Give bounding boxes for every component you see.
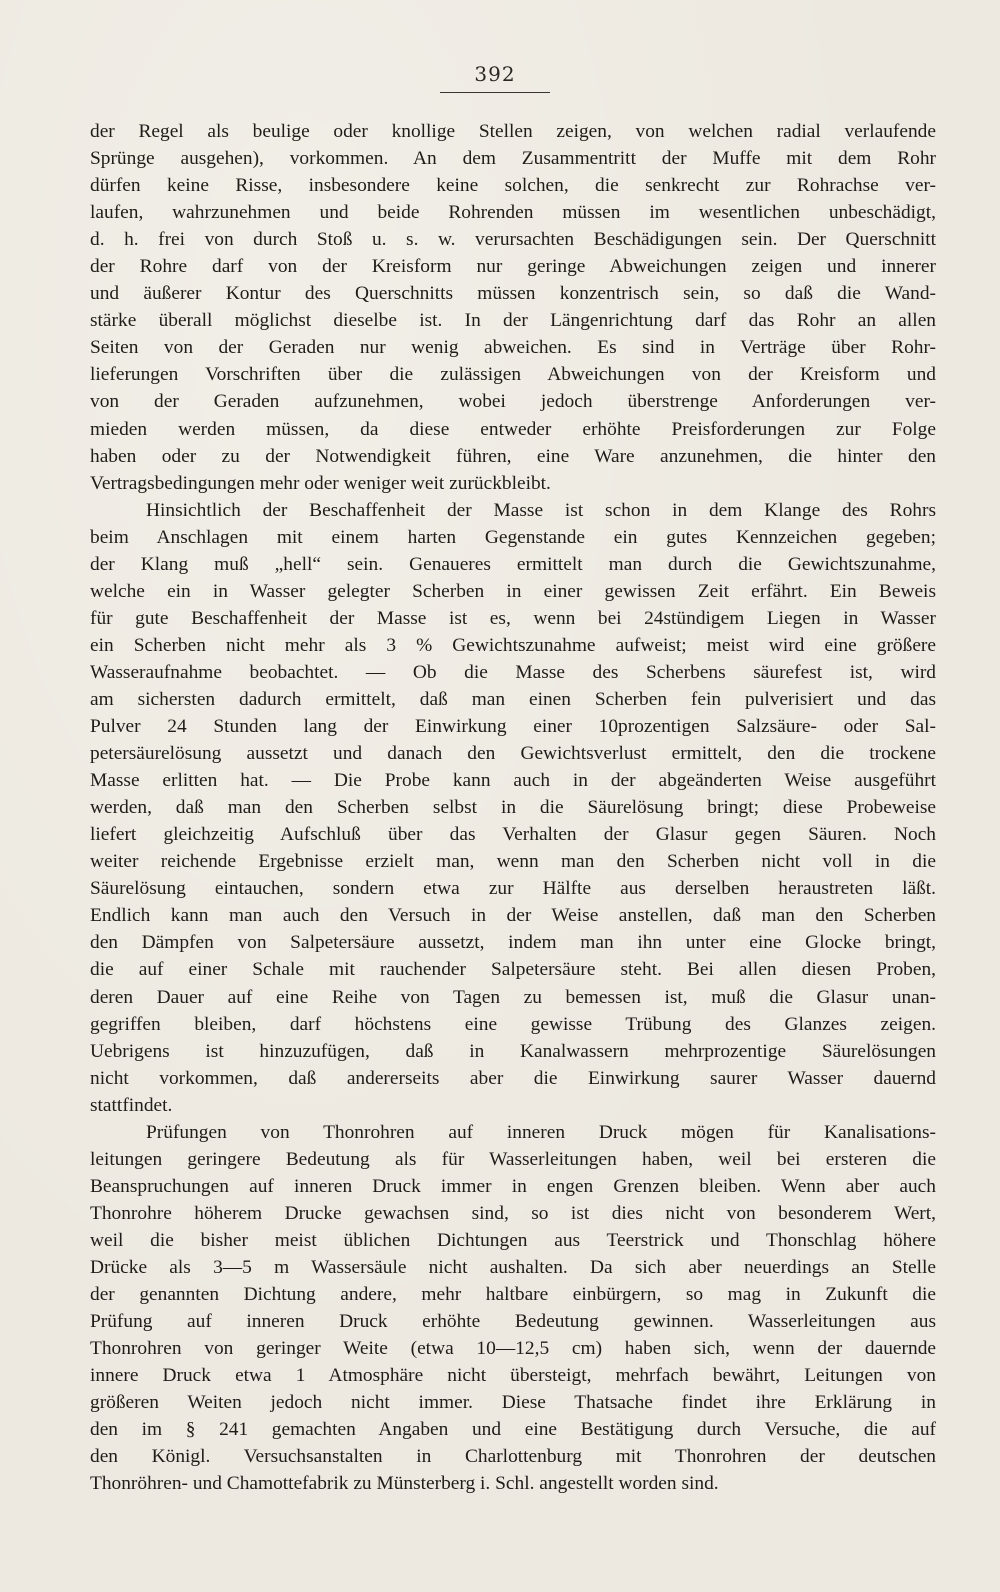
text-line: d. h. frei von durch Stoß u. s. w. verursachten Beschädigungen sein. Der Querschnitt	[90, 229, 936, 251]
paragraph	[90, 118, 936, 497]
text-line: Endlich kann man auch den Versuch in der Weise anstellen, daß man den Scherben	[90, 905, 936, 927]
text-line: petersäurelösung aussetzt und danach den Gewichtsverlust ermittelt, den die trockene	[90, 743, 936, 765]
text-line: Prüfung auf inneren Druck erhöhte Bedeutung gewinnen. Wasserleitungen aus	[90, 1311, 936, 1333]
text-line: der genannten Dichtung andere, mehr haltbare einbürgern, so mag in Zukunft die	[90, 1284, 936, 1306]
text-line: am sichersten dadurch ermittelt, daß man einen Scherben fein pulverisiert und das	[90, 688, 936, 710]
text-line: innere Druck etwa 1 Atmosphäre nicht übersteigt, mehrfach bewährt, Leitungen von	[90, 1365, 936, 1387]
text-line: Sprünge ausgehen), vorkommen. An dem Zusammentritt der Muffe mit dem Rohr	[90, 148, 936, 170]
text-line: größeren Weiten jedoch nicht immer. Diese Thatsache findet ihre Erklärung in	[90, 1392, 936, 1414]
text-line: den Königl. Versuchsanstalten in Charlottenburg mit Thonrohren der deutschen	[90, 1446, 936, 1468]
text-line: Wasseraufnahme beobachtet. — Ob die Masse des Scherbens säurefest ist, wird	[90, 661, 936, 683]
text-line: dürfen keine Risse, insbesondere keine solchen, die senkrecht zur Rohrachse ver-	[90, 175, 936, 197]
text-line: der Klang muß „hell“ sein. Genaueres ermittelt man durch die Gewichtszunahme,	[90, 553, 936, 575]
text-line: Vertragsbedingungen mehr oder weniger weit zurückbleibt.	[90, 472, 551, 494]
text-line: stattfindet.	[90, 1094, 173, 1116]
text-line: Thonrohre höherem Drucke gewachsen sind, so ist dies nicht von besonderem Wert,	[90, 1202, 936, 1224]
text-line: gegriffen bleiben, darf höchstens eine gewisse Trübung des Glanzes zeigen.	[90, 1013, 936, 1035]
paragraph	[90, 1119, 936, 1498]
text-line: leitungen geringere Bedeutung als für Wasserleitungen haben, weil bei ersteren die	[90, 1148, 936, 1170]
text-line: und äußerer Kontur des Querschnitts müssen konzentrisch sein, so daß die Wand-	[90, 283, 936, 305]
paragraph	[90, 497, 936, 1119]
text-line: Säurelösung eintauchen, sondern etwa zur Hälfte aus derselben heraustreten läßt.	[90, 878, 936, 900]
text-line: weiter reichende Ergebnisse erzielt man, wenn man den Scherben nicht voll in die	[90, 851, 936, 873]
text-line: beim Anschlagen mit einem harten Gegenstande ein gutes Kennzeichen gegeben;	[90, 526, 936, 548]
text-line: nicht vorkommen, daß andererseits aber die Einwirkung saurer Wasser dauernd	[90, 1067, 936, 1089]
page-number: 392	[474, 62, 516, 86]
text-line: der Rohre darf von der Kreisform nur geringe Abweichungen zeigen und innerer	[90, 256, 936, 278]
text-line: mieden werden müssen, da diese entweder erhöhte Preisforderungen zur Folge	[90, 418, 936, 440]
text-line: deren Dauer auf eine Reihe von Tagen zu bemessen ist, muß die Glasur unan-	[90, 986, 936, 1008]
text-line: Hinsichtlich der Beschaffenheit der Masse ist schon in dem Klange des Rohrs	[146, 499, 936, 521]
text-line: den Dämpfen von Salpetersäure aussetzt, indem man ihn unter eine Glocke bringt,	[90, 932, 936, 954]
text-line: Pulver 24 Stunden lang der Einwirkung einer 10prozentigen Salzsäure- oder Sal-	[90, 716, 936, 738]
text-line: Seiten von der Geraden nur wenig abweichen. Es sind in Verträge über Rohr-	[90, 337, 936, 359]
text-line: für gute Beschaffenheit der Masse ist es, wenn bei 24stündigem Liegen in Wasser	[90, 607, 936, 629]
page-number-rule	[440, 92, 550, 93]
text-line: Prüfungen von Thonrohren auf inneren Druck mögen für Kanalisations-	[146, 1121, 936, 1143]
text-line: den im § 241 gemachten Angaben und eine Bestätigung durch Versuche, die auf	[90, 1419, 936, 1441]
text-line: der Regel als beulige oder knollige Stellen zeigen, von welchen radial verlaufende	[90, 121, 936, 142]
text-line: Drücke als 3—5 m Wassersäule nicht aushalten. Da sich aber neuerdings an Stelle	[90, 1256, 936, 1278]
text-line: Uebrigens ist hinzuzufügen, daß in Kanalwassern mehrprozentige Säurelösungen	[90, 1040, 936, 1062]
text-line: Thonröhren- und Chamottefabrik zu Münsterberg i. Schl. angestellt worden sind.	[90, 1473, 719, 1495]
text-line: lieferungen Vorschriften über die zulässigen Abweichungen von der Kreisform und	[90, 364, 936, 386]
text-line: werden, daß man den Scherben selbst in die Säurelösung bringt; diese Probeweise	[90, 797, 936, 819]
text-line: liefert gleichzeitig Aufschluß über das Verhalten der Glasur gegen Säuren. Noch	[90, 824, 936, 846]
text-line: welche ein in Wasser gelegter Scherben in einer gewissen Zeit erfährt. Ein Beweis	[90, 580, 936, 602]
text-line: Beanspruchungen auf inneren Druck immer in engen Grenzen bleiben. Wenn aber auch	[90, 1175, 936, 1197]
text-line: stärke überall möglichst dieselbe ist. In der Längenrichtung darf das Rohr an allen	[90, 310, 936, 332]
text-line: Thonrohren von geringer Weite (etwa 10—12,5 cm) haben sich, wenn der dauernde	[90, 1338, 936, 1360]
text-line: weil die bisher meist üblichen Dichtungen aus Teerstrick und Thonschlag höhere	[90, 1229, 936, 1251]
text-line: haben oder zu der Notwendigkeit führen, eine Ware anzunehmen, die hinter den	[90, 445, 936, 467]
text-line: die auf einer Schale mit rauchender Salpetersäure steht. Bei allen diesen Proben,	[90, 959, 936, 981]
text-line: laufen, wahrzunehmen und beide Rohrenden müssen im wesentlichen unbeschädigt,	[90, 202, 936, 224]
text-line: ein Scherben nicht mehr als 3 % Gewichtszunahme aufweist; meist wird eine größere	[90, 634, 936, 656]
body-text	[90, 118, 936, 1497]
text-line: von der Geraden aufzunehmen, wobei jedoch überstrenge Anforderungen ver-	[90, 391, 936, 413]
text-line: Masse erlitten hat. — Die Probe kann auch in der abgeänderten Weise ausgeführt	[90, 770, 936, 792]
